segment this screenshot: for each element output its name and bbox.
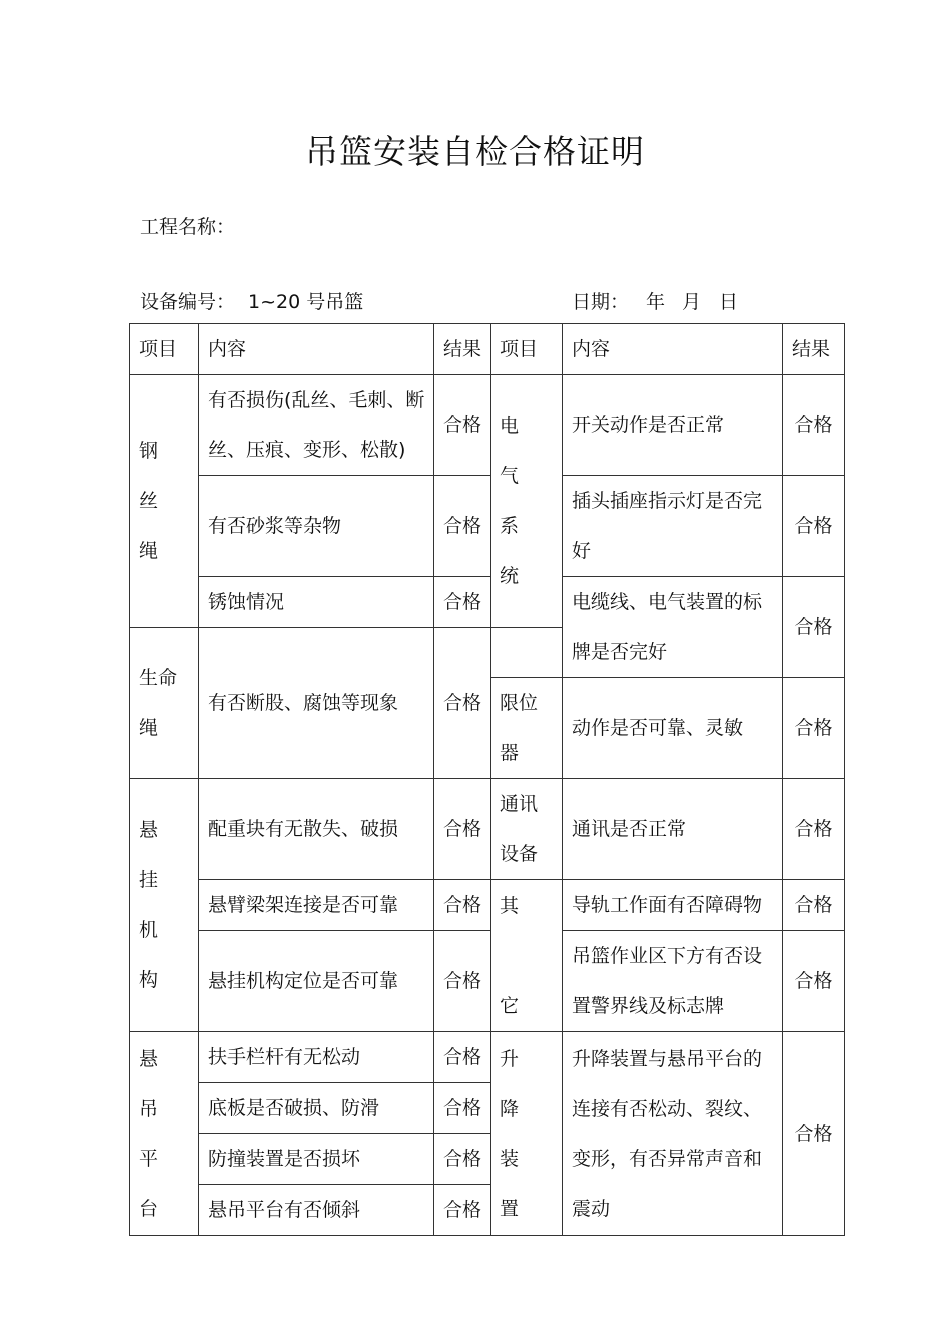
category-suspension: 悬 挂 机 构	[130, 779, 199, 1032]
device-number-value: 1~20 号吊篮	[248, 291, 364, 313]
check-item: 导轨工作面有否障碍物	[563, 880, 783, 931]
header-content: 内容	[199, 324, 434, 375]
table-row	[130, 577, 845, 628]
result-cell: 合格	[434, 1134, 491, 1185]
result-cell: 合格	[434, 880, 491, 931]
category-lifeline: 生命 绳	[130, 628, 199, 779]
table-row	[130, 375, 845, 476]
category-wire-rope: 钢 丝 绳	[130, 375, 199, 628]
result-cell: 合格	[434, 779, 491, 880]
date-label: 日期：	[572, 291, 630, 313]
result-cell: 合格	[434, 577, 491, 628]
result-cell: 合格	[434, 476, 491, 577]
result-cell: 合格	[434, 1083, 491, 1134]
check-item: 悬吊平台有否倾斜	[199, 1185, 434, 1236]
table-row	[130, 476, 845, 577]
device-number-label: 设备编号：	[140, 291, 236, 313]
result-cell: 合格	[434, 628, 491, 779]
check-item: 配重块有无散失、破损	[199, 779, 434, 880]
check-item: 防撞装置是否损坏	[199, 1134, 434, 1185]
category-other: 其 它	[491, 880, 563, 1032]
date-month: 月	[682, 291, 702, 313]
result-cell: 合格	[434, 1032, 491, 1083]
date-year: 年	[646, 291, 666, 313]
category-platform: 悬 吊 平 台	[130, 1032, 199, 1236]
check-item: 动作是否可靠、灵敏	[563, 678, 783, 779]
result-cell: 合格	[783, 931, 845, 1032]
result-cell: 合格	[783, 476, 845, 577]
check-item: 锈蚀情况	[199, 577, 434, 628]
result-cell: 合格	[434, 1185, 491, 1236]
result-cell: 合格	[783, 577, 845, 678]
check-item: 底板是否破损、防滑	[199, 1083, 434, 1134]
check-item: 吊篮作业区下方有否设置警界线及标志牌	[563, 931, 783, 1032]
check-item: 有否砂浆等杂物	[199, 476, 434, 577]
check-item: 开关动作是否正常	[563, 375, 783, 476]
category-communication: 通讯 设备	[491, 779, 563, 880]
result-cell: 合格	[434, 375, 491, 476]
table-header-row	[130, 324, 845, 375]
check-item: 悬挂机构定位是否可靠	[199, 931, 434, 1032]
result-cell: 合格	[434, 931, 491, 1032]
category-electrical: 电 气 系 统	[491, 375, 563, 628]
project-name-label: 工程名称：	[140, 216, 236, 238]
check-item: 升降装置与悬吊平台的连接有否松动、裂纹、变形，有否异常声音和震动	[563, 1032, 783, 1236]
page-title: 吊篮安装自检合格证明	[305, 132, 645, 171]
category-lifting-device: 升 降 装 置	[491, 1032, 563, 1236]
date-day: 日	[719, 291, 739, 313]
header-content: 内容	[563, 324, 783, 375]
check-item: 有否断股、腐蚀等现象	[199, 628, 434, 779]
check-item: 电缆线、电气装置的标牌是否完好	[563, 577, 783, 678]
result-cell: 合格	[783, 880, 845, 931]
check-item: 悬臂梁架连接是否可靠	[199, 880, 434, 931]
category-limiter: 限位 器	[491, 678, 563, 779]
table-row	[130, 1032, 845, 1083]
result-cell: 合格	[783, 375, 845, 476]
inspection-table	[129, 323, 845, 1236]
table-row	[130, 779, 845, 880]
header-result: 结果	[434, 324, 491, 375]
table-row	[130, 931, 845, 1032]
header-item: 项目	[491, 324, 563, 375]
result-cell: 合格	[783, 1032, 845, 1236]
check-item: 扶手栏杆有无松动	[199, 1032, 434, 1083]
header-result: 结果	[783, 324, 845, 375]
check-item: 通讯是否正常	[563, 779, 783, 880]
header-item: 项目	[130, 324, 199, 375]
check-item: 插头插座指示灯是否完好	[563, 476, 783, 577]
result-cell: 合格	[783, 779, 845, 880]
result-cell: 合格	[783, 678, 845, 779]
table-row	[130, 880, 845, 931]
check-item: 有否损伤(乱丝、毛刺、断丝、压痕、变形、松散)	[199, 375, 434, 476]
